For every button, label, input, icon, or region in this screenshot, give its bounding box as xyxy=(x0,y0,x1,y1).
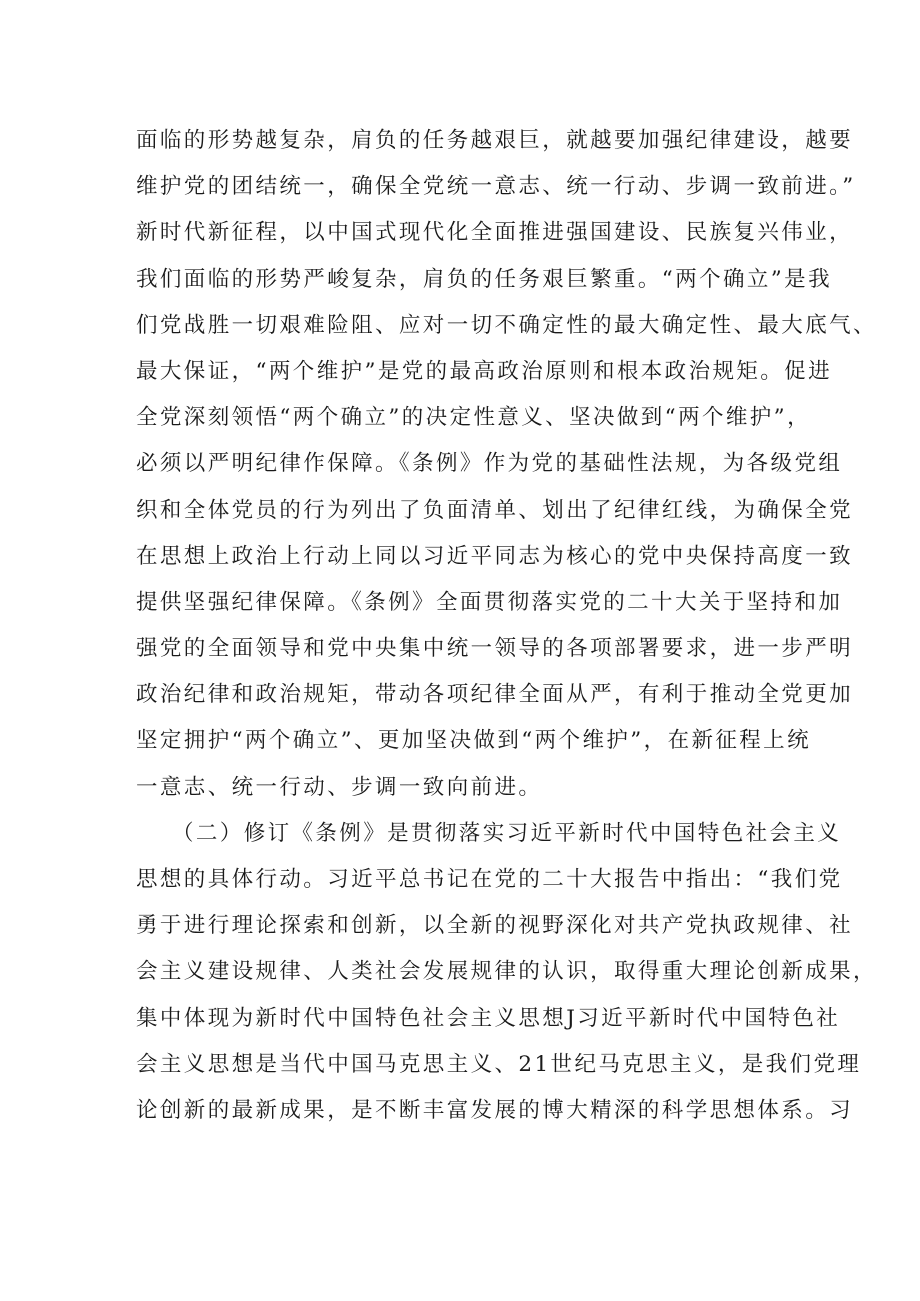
text-line: 政治纪律和政治规矩，带动各项纪律全面从严，有利于推动全党更加 xyxy=(136,682,854,708)
text-line: 勇于进行理论探索和创新，以全新的视野深化对共产党执政规律、社 xyxy=(136,913,854,939)
text-line: 在思想上政治上行动上同以习近平同志为核心的党中央保持高度一致 xyxy=(136,543,854,569)
text-line: 我们面临的形势严峻复杂，肩负的任务艰巨繁重。“两个确立”是我 xyxy=(136,266,832,292)
text-line: 会主义思想是当代中国马克思主义、21世纪马克思主义，是我们党理 xyxy=(136,1051,862,1077)
text-line: 思想的具体行动。习近平总书记在党的二十大报告中指出：“我们党 xyxy=(136,867,843,892)
text-line: 新时代新征程，以中国式现代化全面推进强国建设、民族复兴伟业， xyxy=(136,220,854,246)
text-line: 必须以严明纪律作保障。《条例》作为党的基础性法规，为各级党组 xyxy=(136,451,843,477)
body-text xyxy=(136,118,877,1134)
text-line: 论创新的最新成果，是不断丰富发展的博大精深的科学思想体系。习 xyxy=(136,1097,854,1123)
text-line: 集中体现为新时代中国特色社会主义思想J习近平新时代中国特色社 xyxy=(136,1005,841,1031)
text-line: 强党的全面领导和党中央集中统一领导的各项部署要求，进一步严明 xyxy=(136,636,854,662)
text-line: 面临的形势越复杂，肩负的任务越艰巨，就越要加强纪律建设，越要 xyxy=(136,128,854,153)
text-line: 提供坚强纪律保障。《条例》全面贯彻落实党的二十大关于坚持和加 xyxy=(136,589,843,615)
section-heading-line: （二）修订《条例》是贯彻落实习近平新时代中国特色社会主义 xyxy=(172,820,842,846)
text-line: 们党战胜一切艰难险阻、应对一切不确定性的最大确定性、最大底气、 xyxy=(136,312,877,338)
text-line: 全党深刻领悟“两个确立”的决定性意义、坚决做到“两个维护”， xyxy=(136,405,811,431)
text-line: 织和全体党员的行为列出了负面清单、划出了纪律红线，为确保全党 xyxy=(136,497,854,523)
text-line: 最大保证，“两个维护”是党的最高政治原则和根本政治规矩。促进 xyxy=(136,358,832,384)
text-line: 一意志、统一行动、步调一致向前进。 xyxy=(136,774,543,800)
text-line: 会主义建设规律、人类社会发展规律的认识，取得重大理论创新成果， xyxy=(136,959,877,985)
text-line: 坚定拥护“两个确立”、更加坚决做到“两个维护”，在新征程上统 xyxy=(136,728,811,754)
text-line: 维护党的团结统一，确保全党统一意志、统一行动、步调一致前进。” xyxy=(136,174,856,200)
